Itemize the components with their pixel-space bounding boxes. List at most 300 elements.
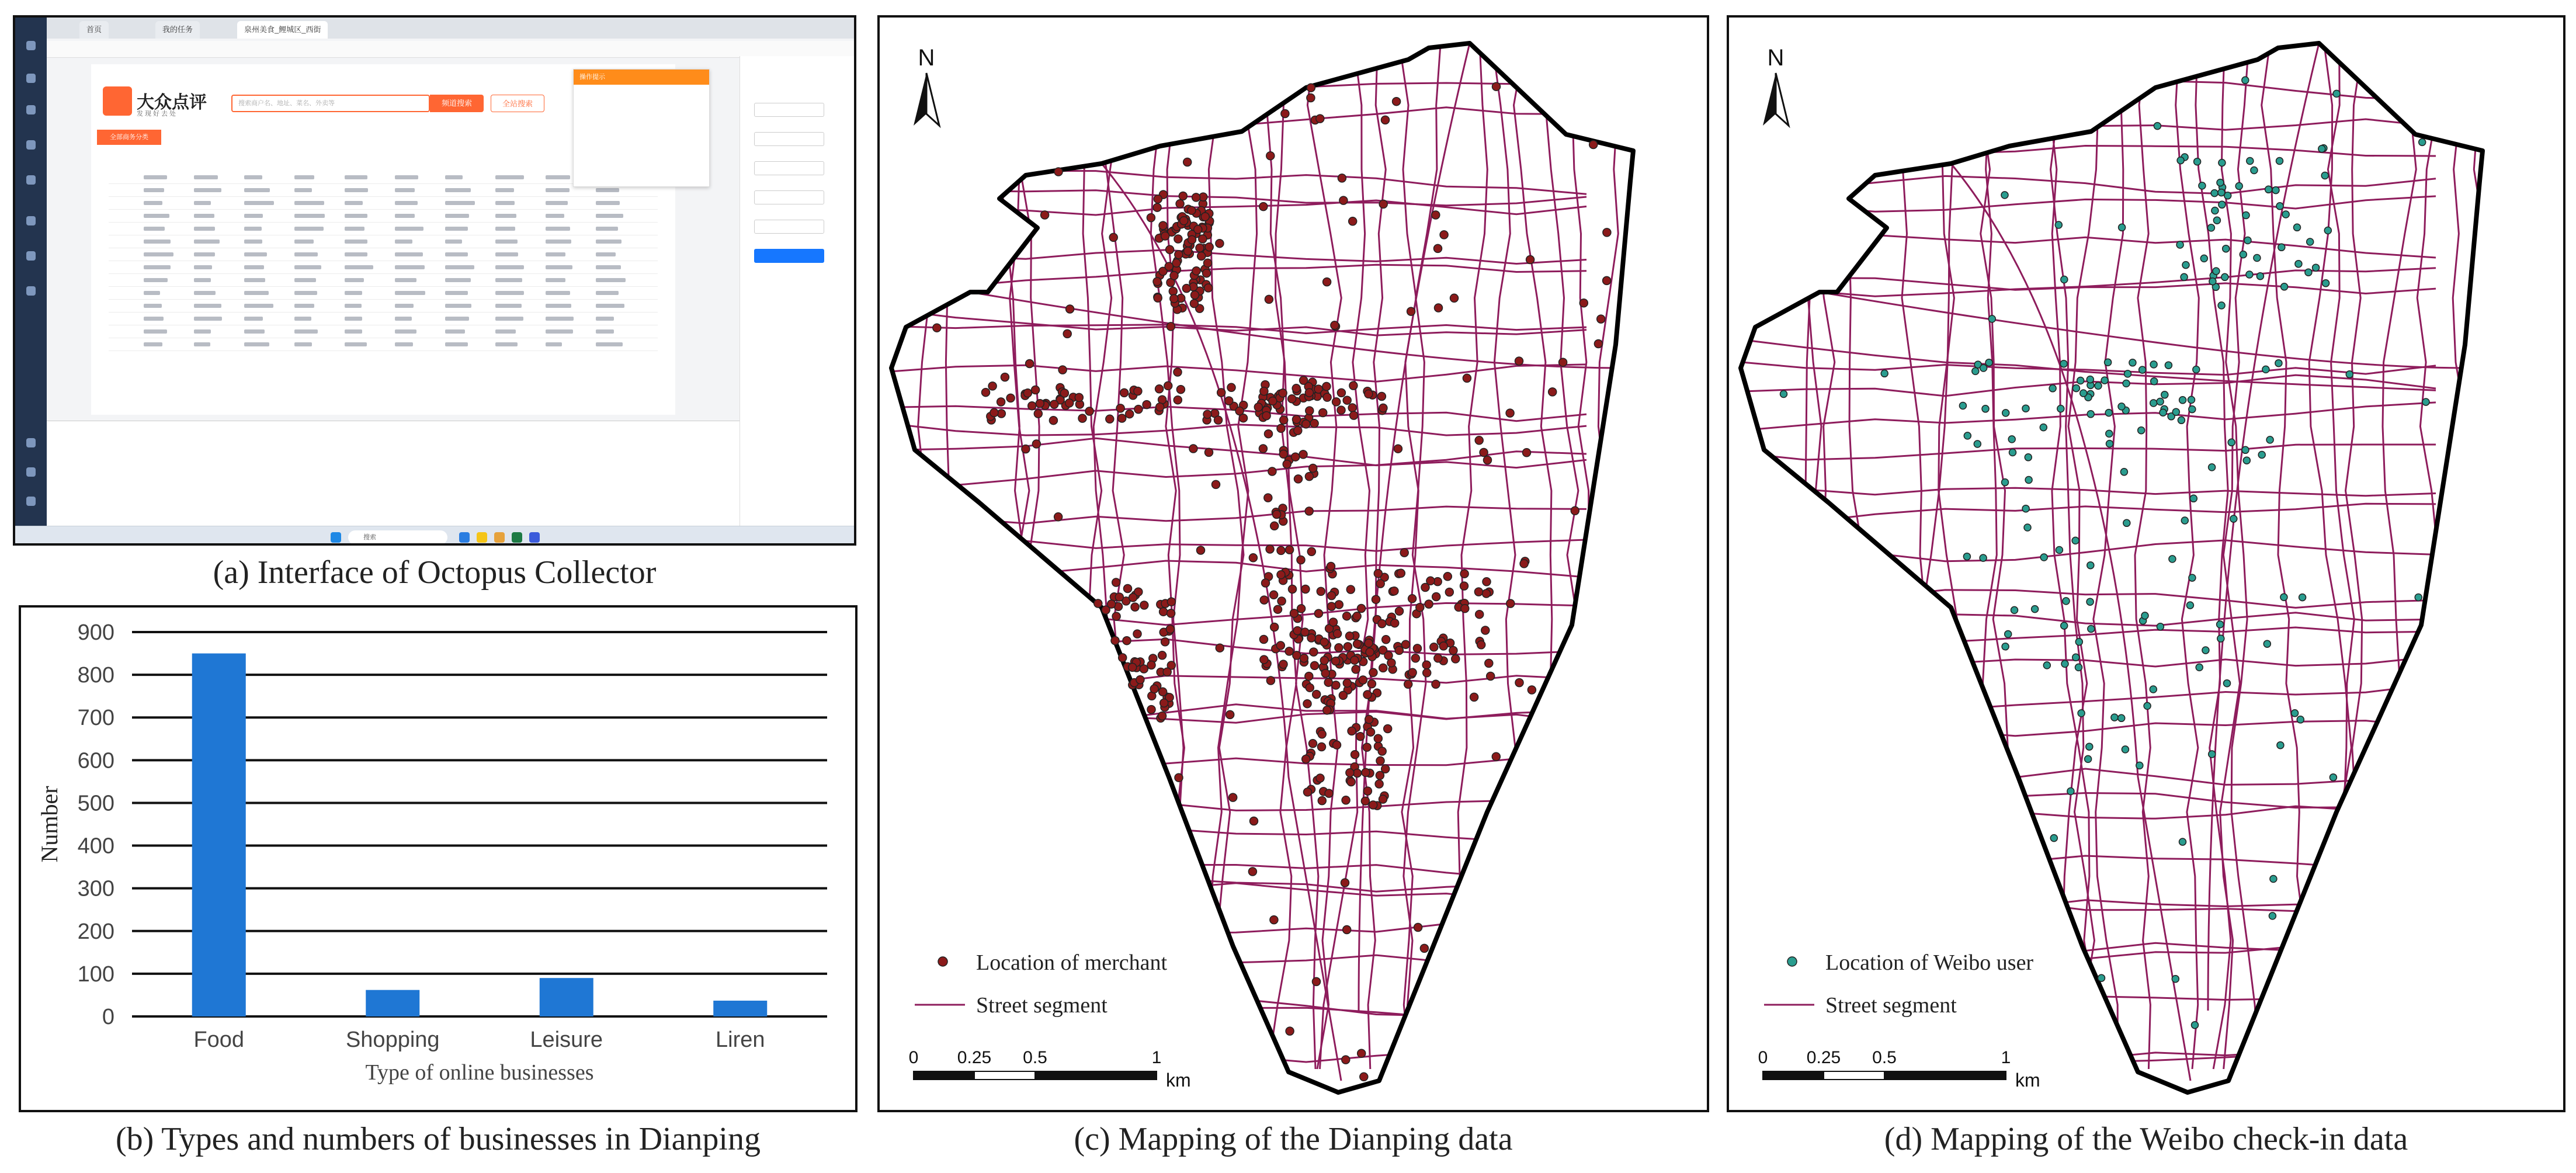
legend-street-label: Street segment [976, 993, 1108, 1018]
merchant-point [1363, 743, 1371, 751]
category-link[interactable] [445, 317, 469, 321]
merchant-point [1194, 225, 1202, 234]
sidebar-item[interactable] [21, 41, 41, 52]
merchant-point [1106, 415, 1114, 423]
merchant-point [1306, 407, 1314, 415]
template-icon [26, 140, 36, 150]
weibo-point [2235, 183, 2242, 190]
category-link[interactable] [345, 227, 364, 231]
weibo-point [2186, 602, 2193, 609]
weibo-point [2266, 436, 2273, 443]
merchant-point [1346, 769, 1354, 777]
weibo-point [2188, 396, 2195, 403]
merchant-point [997, 398, 1005, 406]
merchant-point [1176, 386, 1185, 394]
merchant-point [1266, 152, 1275, 160]
category-link[interactable] [596, 329, 614, 334]
weibo-point [2294, 224, 2301, 231]
merchant-point [1270, 591, 1278, 599]
category-link[interactable] [294, 304, 314, 308]
category-link[interactable] [144, 317, 164, 321]
channel-search-button[interactable]: 频道搜索 [430, 95, 484, 112]
merchant-point [1323, 278, 1331, 286]
merchant-point [1333, 741, 1341, 749]
merchant-point [1356, 733, 1365, 741]
category-link[interactable] [495, 188, 514, 192]
merchant-point [1134, 387, 1142, 395]
merchant-point [1123, 637, 1131, 645]
category-link[interactable] [345, 252, 367, 256]
weibo-point [2190, 495, 2197, 502]
scale-tick-label: 0.25 [1806, 1048, 1841, 1067]
sidebar-item[interactable] [21, 74, 41, 85]
category-link[interactable] [345, 291, 362, 295]
weibo-point [2318, 145, 2325, 152]
sidebar-item[interactable] [21, 467, 41, 478]
category-link[interactable] [596, 252, 616, 256]
weibo-point [2105, 359, 2112, 366]
category-link[interactable] [244, 188, 270, 192]
merchant-point [1294, 475, 1303, 483]
merchant-point [1379, 200, 1387, 208]
category-link[interactable] [244, 175, 262, 179]
merchant-point [1387, 659, 1395, 667]
category-link[interactable] [144, 342, 162, 346]
category-link[interactable] [445, 342, 468, 346]
merchant-point [1140, 601, 1148, 609]
category-link[interactable] [495, 214, 516, 218]
category-link[interactable] [294, 240, 314, 244]
category-link[interactable] [546, 342, 562, 346]
workflow-step[interactable] [754, 190, 824, 204]
merchant-point [1065, 399, 1074, 407]
weibo-point [2295, 261, 2302, 268]
category-link[interactable] [546, 252, 565, 256]
category-link[interactable] [244, 227, 262, 231]
merchant-point [1032, 386, 1040, 394]
merchant-point [1164, 381, 1172, 390]
category-link[interactable] [596, 304, 624, 308]
category-link[interactable] [194, 342, 210, 346]
category-link[interactable] [495, 240, 518, 244]
merchant-point [1302, 420, 1310, 428]
folder-icon[interactable] [477, 532, 487, 543]
category-link[interactable] [345, 317, 362, 321]
address-bar[interactable] [47, 41, 856, 58]
category-link[interactable] [244, 240, 262, 244]
category-link[interactable] [395, 329, 416, 334]
category-link[interactable] [144, 265, 171, 269]
street-segment [1921, 41, 1957, 1069]
category-link[interactable] [596, 317, 614, 321]
category-link[interactable] [495, 175, 524, 179]
sidebar-item[interactable] [21, 497, 41, 508]
category-link[interactable] [395, 175, 418, 179]
merchant-point [1307, 634, 1315, 642]
category-link[interactable] [345, 342, 367, 346]
category-link[interactable] [395, 227, 423, 231]
tab-home[interactable]: 首页 [79, 21, 109, 39]
category-link[interactable] [445, 252, 468, 256]
weibo-point [2009, 449, 2016, 456]
street-segment [1780, 41, 1821, 1069]
legend-street-label: Street segment [1825, 993, 1957, 1018]
category-link[interactable] [546, 278, 565, 282]
weibo-point [2281, 283, 2288, 290]
category-link[interactable] [144, 278, 168, 282]
category-link[interactable] [596, 265, 621, 269]
category-link[interactable] [194, 278, 211, 282]
sidebar-item[interactable] [21, 216, 41, 227]
category-link[interactable] [194, 227, 215, 231]
merchant-point [1188, 206, 1196, 214]
weibo-point [2080, 390, 2087, 397]
merchant-point [1313, 690, 1321, 699]
category-link[interactable] [294, 291, 317, 295]
category-link[interactable] [395, 304, 414, 308]
weibo-point [2282, 211, 2289, 218]
dianping-map [880, 18, 1711, 1115]
merchant-point [1212, 480, 1220, 488]
category-link[interactable] [445, 329, 465, 334]
category-link[interactable] [546, 214, 564, 218]
category-link[interactable] [244, 317, 263, 321]
category-link[interactable] [445, 304, 471, 308]
merchant-point [1339, 691, 1347, 699]
merchant-point [1332, 657, 1340, 665]
x-tick-label: Shopping [345, 1028, 440, 1052]
workflow-step-active[interactable] [754, 249, 824, 263]
category-link[interactable] [194, 214, 214, 218]
category-link[interactable] [546, 227, 570, 231]
merchant-point [1041, 211, 1049, 219]
weibo-point [2025, 454, 2032, 461]
category-link[interactable] [495, 201, 515, 205]
x-tick-label: Leisure [530, 1028, 603, 1052]
merchant-point [1180, 217, 1188, 225]
category-link[interactable] [144, 291, 160, 295]
taskbar-search[interactable]: 搜索 [348, 530, 447, 544]
y-tick-label: 600 [77, 748, 114, 773]
category-link[interactable] [345, 214, 367, 218]
category-link[interactable] [596, 227, 618, 231]
bar-shopping [366, 990, 419, 1016]
category-link[interactable] [495, 265, 524, 269]
weibo-point [2262, 366, 2269, 373]
street-segment [886, 1096, 1586, 1112]
merchant-point [1300, 376, 1308, 384]
merchant-point [1290, 609, 1299, 617]
category-link[interactable] [194, 240, 220, 244]
category-link[interactable] [546, 329, 573, 334]
category-link[interactable] [445, 175, 463, 179]
category-link[interactable] [395, 201, 418, 205]
merchant-point [1316, 114, 1324, 123]
category-link[interactable] [194, 265, 212, 269]
category-link[interactable] [294, 317, 311, 321]
merchant-point [1414, 924, 1422, 932]
category-link[interactable] [144, 175, 167, 179]
merchant-point [1319, 409, 1327, 417]
workflow-step[interactable] [754, 161, 824, 175]
category-link[interactable] [445, 188, 471, 192]
sidebar-item[interactable] [21, 105, 41, 116]
category-link[interactable] [445, 227, 468, 231]
street-segment [1735, 488, 2436, 495]
category-link[interactable] [395, 240, 412, 244]
merchant-point [1281, 110, 1289, 118]
sidebar-item[interactable] [21, 251, 41, 262]
weibo-point [2165, 362, 2172, 369]
brand-name: 大众点评 [137, 93, 207, 112]
category-link[interactable] [294, 342, 312, 346]
category-link[interactable] [144, 252, 173, 256]
category-link[interactable] [244, 329, 265, 334]
category-link[interactable] [546, 201, 568, 205]
workflow-step[interactable] [754, 132, 824, 146]
weibo-point [2213, 268, 2220, 275]
merchant-point [1204, 259, 1212, 267]
category-link[interactable] [445, 240, 462, 244]
category-link[interactable] [345, 329, 362, 334]
category-link[interactable] [294, 188, 312, 192]
category-link[interactable] [294, 214, 325, 218]
category-link[interactable] [495, 291, 524, 295]
category-link[interactable] [546, 175, 570, 179]
category-link[interactable] [194, 291, 216, 295]
octopus-icon[interactable] [529, 532, 540, 543]
windows-taskbar [15, 526, 854, 546]
category-link[interactable] [144, 201, 162, 205]
category-link[interactable] [546, 317, 574, 321]
site-search-button[interactable]: 全站搜索 [491, 95, 544, 112]
sidebar-item[interactable] [21, 175, 41, 186]
merchant-point [1022, 445, 1030, 453]
category-link[interactable] [395, 291, 425, 295]
excel-icon[interactable] [512, 532, 522, 543]
category-link[interactable] [546, 240, 571, 244]
category-link[interactable] [445, 278, 471, 282]
weibo-point [2095, 382, 2102, 389]
tab-task[interactable]: 泉州美食_鲤城区_西街 [237, 21, 328, 39]
merchant-point [1179, 192, 1187, 200]
category-link[interactable] [495, 304, 522, 308]
weibo-point [2087, 411, 2094, 418]
merchant-point [1408, 668, 1417, 676]
category-link[interactable] [194, 175, 218, 179]
merchant-point [1343, 926, 1351, 934]
category-link[interactable] [194, 252, 215, 256]
panel-bar-chart [19, 605, 857, 1112]
weibo-point [2177, 157, 2184, 164]
merchant-point [1352, 665, 1360, 674]
merchant-point [1329, 618, 1338, 626]
weibo-point [2040, 554, 2047, 561]
merchant-point [1126, 410, 1134, 418]
category-link[interactable] [294, 265, 321, 269]
category-link[interactable] [445, 214, 469, 218]
category-link[interactable] [596, 214, 623, 218]
merchant-point [1343, 679, 1351, 687]
merchant-point [1292, 384, 1300, 393]
merchant-point [1324, 678, 1332, 686]
category-link[interactable] [546, 265, 572, 269]
category-link[interactable] [194, 201, 211, 205]
category-link[interactable] [244, 291, 269, 295]
workflow-step[interactable] [754, 103, 824, 117]
merchant-point [1362, 768, 1370, 776]
weibo-point [2129, 359, 2136, 366]
category-link[interactable] [194, 329, 211, 334]
app-icon[interactable] [494, 532, 505, 543]
category-link[interactable] [395, 342, 413, 346]
category-link[interactable] [596, 188, 619, 192]
category-link[interactable] [144, 214, 169, 218]
category-link[interactable] [495, 227, 515, 231]
search-input[interactable]: 搜索商户名、地址、菜名、外卖等 [231, 95, 430, 112]
category-link[interactable] [345, 201, 363, 205]
category-link[interactable] [345, 188, 368, 192]
tab-my-tasks[interactable]: 我的任务 [155, 21, 200, 39]
merchant-point [1248, 867, 1256, 876]
merchant-point [1369, 801, 1377, 809]
category-link[interactable] [144, 304, 162, 308]
category-link[interactable] [495, 342, 518, 346]
merchant-point [1063, 329, 1071, 338]
category-tab[interactable]: 全部商务分类 [97, 130, 161, 145]
merchant-point [1274, 605, 1282, 613]
grid-divider [109, 273, 658, 274]
category-link[interactable] [596, 291, 619, 295]
category-link[interactable] [395, 278, 416, 282]
merchant-point [1353, 612, 1361, 620]
category-link[interactable] [345, 175, 367, 179]
category-link[interactable] [294, 201, 324, 205]
category-link[interactable] [144, 188, 164, 192]
category-link[interactable] [244, 252, 267, 256]
merchant-point [1303, 700, 1311, 708]
category-link[interactable] [546, 291, 570, 295]
category-link[interactable] [244, 342, 269, 346]
weibo-point [2157, 623, 2164, 630]
category-link[interactable] [596, 278, 626, 282]
merchant-point [1443, 572, 1452, 581]
merchant-point [1523, 449, 1531, 457]
merchant-point [1147, 661, 1155, 669]
street-segment [1735, 657, 2436, 667]
category-link[interactable] [194, 304, 221, 308]
category-link[interactable] [495, 252, 518, 256]
sidebar-item[interactable] [21, 438, 41, 449]
category-link[interactable] [144, 329, 167, 334]
category-link[interactable] [546, 304, 571, 308]
merchant-point [1119, 654, 1127, 662]
category-link[interactable] [345, 240, 367, 244]
merchant-point [1346, 585, 1355, 594]
weibo-point [1972, 367, 1979, 374]
merchant-point [1266, 676, 1275, 685]
x-tick-label: Liren [716, 1028, 765, 1052]
merchant-point [1201, 213, 1209, 221]
category-link[interactable] [244, 214, 263, 218]
category-link[interactable] [294, 227, 324, 231]
category-link[interactable] [495, 329, 516, 334]
merchant-point [1351, 656, 1359, 664]
category-link[interactable] [194, 188, 221, 192]
category-link[interactable] [294, 278, 316, 282]
weibo-point [2221, 273, 2228, 280]
weibo-point [2144, 702, 2151, 709]
weibo-point [2138, 427, 2145, 434]
category-link[interactable] [345, 304, 362, 308]
category-link[interactable] [244, 278, 265, 282]
category-link[interactable] [495, 278, 522, 282]
category-link[interactable] [294, 329, 318, 334]
x-tick-label: Food [193, 1028, 245, 1052]
category-link[interactable] [194, 317, 222, 321]
category-link[interactable] [345, 265, 373, 269]
workflow-step[interactable] [754, 220, 824, 234]
merchant-point [1526, 256, 1535, 264]
merchant-point [1205, 448, 1213, 456]
category-link[interactable] [244, 304, 273, 308]
merchant-point [1337, 388, 1345, 397]
category-link[interactable] [596, 342, 623, 346]
category-link[interactable] [445, 291, 468, 295]
category-link[interactable] [546, 188, 570, 192]
merchant-point [1460, 582, 1468, 590]
merchant-point [1378, 620, 1386, 628]
legend-point-symbol [1787, 957, 1797, 966]
merchant-point [1328, 592, 1336, 600]
category-link[interactable] [144, 227, 165, 231]
category-link[interactable] [345, 278, 364, 282]
merchant-point [1422, 661, 1431, 669]
sidebar-item[interactable] [21, 140, 41, 151]
category-link[interactable] [445, 265, 474, 269]
merchant-point [1160, 699, 1168, 707]
category-link[interactable] [495, 317, 523, 321]
weibo-point [2160, 409, 2167, 416]
weibo-point [2181, 517, 2188, 524]
category-link[interactable] [395, 188, 415, 192]
category-link[interactable] [395, 214, 415, 218]
category-link[interactable] [395, 252, 423, 256]
task-icon [26, 105, 36, 114]
category-link[interactable] [395, 265, 425, 269]
windows-start-icon[interactable] [331, 532, 341, 543]
category-link[interactable] [596, 240, 622, 244]
sidebar-item[interactable] [21, 286, 41, 297]
category-link[interactable] [244, 201, 274, 205]
weibo-point [2194, 158, 2201, 165]
edge-icon[interactable] [459, 532, 470, 543]
category-link[interactable] [596, 201, 620, 205]
merchant-point [1331, 321, 1339, 329]
weibo-point [2061, 622, 2068, 629]
category-link[interactable] [244, 265, 264, 269]
category-link[interactable] [395, 317, 412, 321]
category-link[interactable] [445, 201, 475, 205]
merchant-point [1259, 203, 1268, 211]
category-link[interactable] [294, 252, 318, 256]
weibo-point [2005, 631, 2012, 638]
category-link[interactable] [144, 240, 171, 244]
merchant-point [933, 324, 941, 332]
merchant-point [1216, 240, 1224, 248]
category-link[interactable] [294, 175, 314, 179]
street-segment [1077, 41, 1102, 1069]
